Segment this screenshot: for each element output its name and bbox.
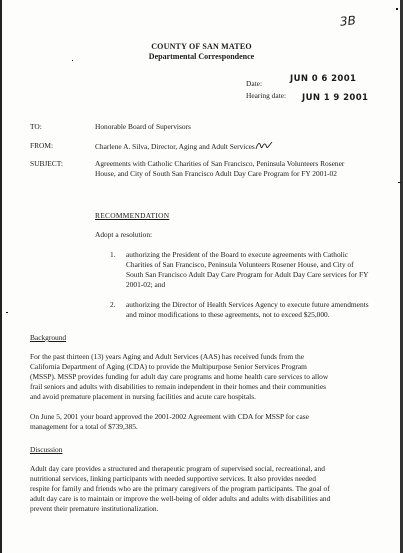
handwritten-page-number: 3B [339,13,357,29]
recommendation-intro: Adopt a resolution: [95,230,153,239]
background-line: management for a total of $739,385. [30,422,138,431]
item-line: and minor modifications to these agreements, not to exceed $25,000. [126,310,330,319]
subject-line-2: House, and City of South San Francisco Adult Day Care Program for FY 2001-02 [95,169,337,178]
discussion-line: Adult day care provides a structured and therapeutic program of supervised social, recreational, and [30,464,325,473]
date-label: Date: [246,79,263,88]
background-line: California Department of Aging (CDA) to provide the Multipurpose Senior Services Program [30,362,307,371]
signature-initials-icon [255,141,273,151]
scan-speck [396,8,398,10]
date-stamp: JUN 0 6 2001 [290,74,357,84]
department-title: Departmental Correspondence [148,52,255,61]
discussion-heading: Discussion [30,445,63,454]
from-value: Charlene A. Silva, Director, Aging and Adult Services [95,142,255,151]
background-line: (MSSP). MSSP provides funding for adult day care programs and home health care services to allow [30,372,329,381]
to-value: Honorable Board of Supervisors [95,122,191,131]
item-number: 1. [110,250,116,259]
discussion-line: prevent their premature institutionalization. [30,504,159,513]
scan-speck [6,312,8,313]
item-line: 2001-02; and [126,280,166,289]
discussion-line: nutritional services, linking participants with needed supportive services. It also provides needed [30,474,316,483]
county-title: COUNTY OF SAN MATEO [151,42,252,51]
subject-label: SUBJECT: [30,159,63,168]
recommendation-heading: RECOMMENDATION [95,211,170,220]
background-line: For the past thirteen (13) years Aging and Adult Services (AAS) has received funds from the [30,352,305,361]
background-heading: Background [30,333,67,342]
item-line: authorizing the Director of Health Services Agency to execute future amendments [126,300,369,309]
discussion-line: adult day care is to maintain or improve the well-being of older adults and adults with disabilities and [30,494,331,503]
from-label: FROM: [30,141,54,150]
to-label: TO: [30,122,42,131]
item-line: South San Francisco Adult Day Care Program for Adult Day Care services for FY [126,270,369,279]
hearing-date-label: Hearing date: [246,91,287,100]
item-number: 2. [110,300,116,309]
scan-edge-left [0,0,2,553]
from-line [95,141,395,151]
subject-line-1: Agreements with Catholic Charities of San Francisco, Peninsula Volunteers Rosener [95,159,345,168]
background-line: and avoid premature placement in nursing facilities and acute care hospitals. [30,392,256,401]
scan-speck [398,182,401,183]
background-line: On June 5, 2001 your board approved the 2001-2002 Agreement with CDA for MSSP for case [30,412,309,421]
item-line: Charities of San Francisco, Peninsula Volunteers Rosener House, and City of [126,260,354,269]
hearing-date-stamp: JUN 1 9 2001 [302,93,369,103]
item-line: authorizing the President of the Board to execute agreements with Catholic [126,250,349,259]
background-line: frail seniors and adults with disabilities to remain independent in their homes and their communities [30,382,326,391]
discussion-line: respite for family and friends who are the primary caregivers of the program participants. The goal of [30,484,330,493]
